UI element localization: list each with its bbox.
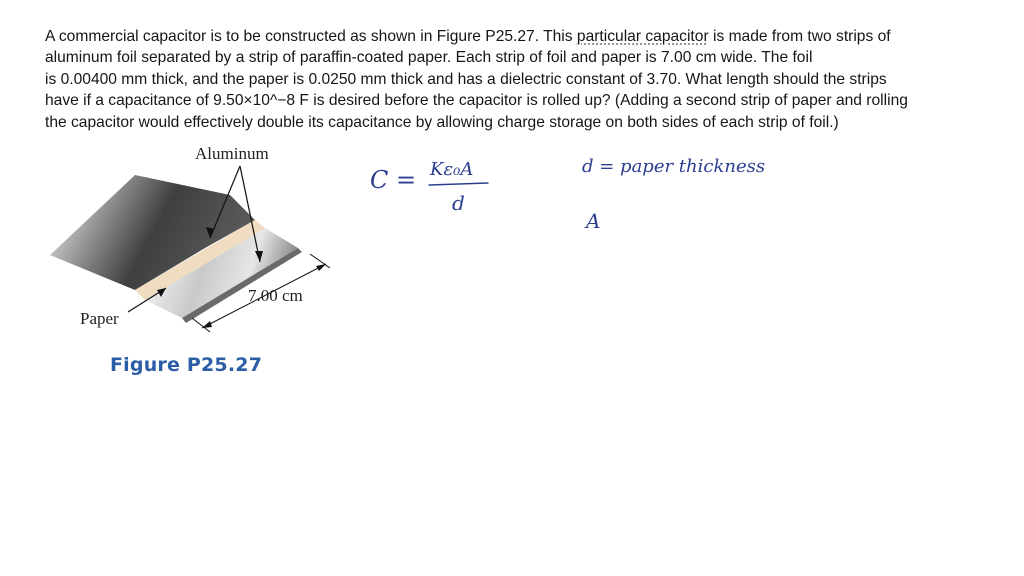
paper-label: Paper bbox=[80, 309, 119, 328]
handwritten-notes bbox=[350, 140, 810, 255]
width-arrowhead-left bbox=[202, 321, 212, 328]
formula-numerator: Kε₀A bbox=[430, 159, 474, 180]
handwriting-canvas bbox=[350, 140, 810, 250]
fraction-bar bbox=[429, 183, 488, 185]
figure-caption: Figure P25.27 bbox=[110, 354, 263, 376]
problem-line-3: is 0.00400 mm thick, and the paper is 0.0250 mm thick and has a dielectric constant of 3.70. What length should the strips bbox=[45, 70, 887, 88]
formula-denominator: d bbox=[452, 191, 465, 215]
problem-line-4: have if a capacitance of 9.50×10^−8 F is desired before the capacitor is rolled up? (Adding a second strip of paper and rolling bbox=[45, 92, 908, 110]
width-arrowhead-right bbox=[316, 264, 326, 271]
problem-line-2: aluminum foil separated by a strip of paraffin-coated paper. Each strip of foil and paper is 7.00 cm wide. The foil bbox=[45, 49, 813, 67]
problem-dotted-phrase: particular capacitor bbox=[576, 28, 709, 45]
formula-lhs: C = bbox=[370, 166, 417, 194]
problem-line-1-start: A commercial capacitor is to be constructed as shown in Figure P25.27. This bbox=[45, 28, 577, 45]
area-partial: A bbox=[586, 209, 601, 233]
capacitor-figure bbox=[40, 140, 340, 340]
problem-line-5: the capacitor would effectively double its capacitance by allowing charge storage on both sides of each strip of foil.) bbox=[45, 113, 839, 131]
problem-line-1 bbox=[45, 26, 985, 47]
aluminum-label: Aluminum bbox=[195, 144, 269, 163]
d-definition: d = paper thickness bbox=[582, 156, 766, 177]
width-label: 7.00 cm bbox=[248, 286, 303, 305]
problem-line-1-end: is made from two strips of bbox=[708, 28, 891, 45]
problem-text bbox=[45, 26, 985, 133]
